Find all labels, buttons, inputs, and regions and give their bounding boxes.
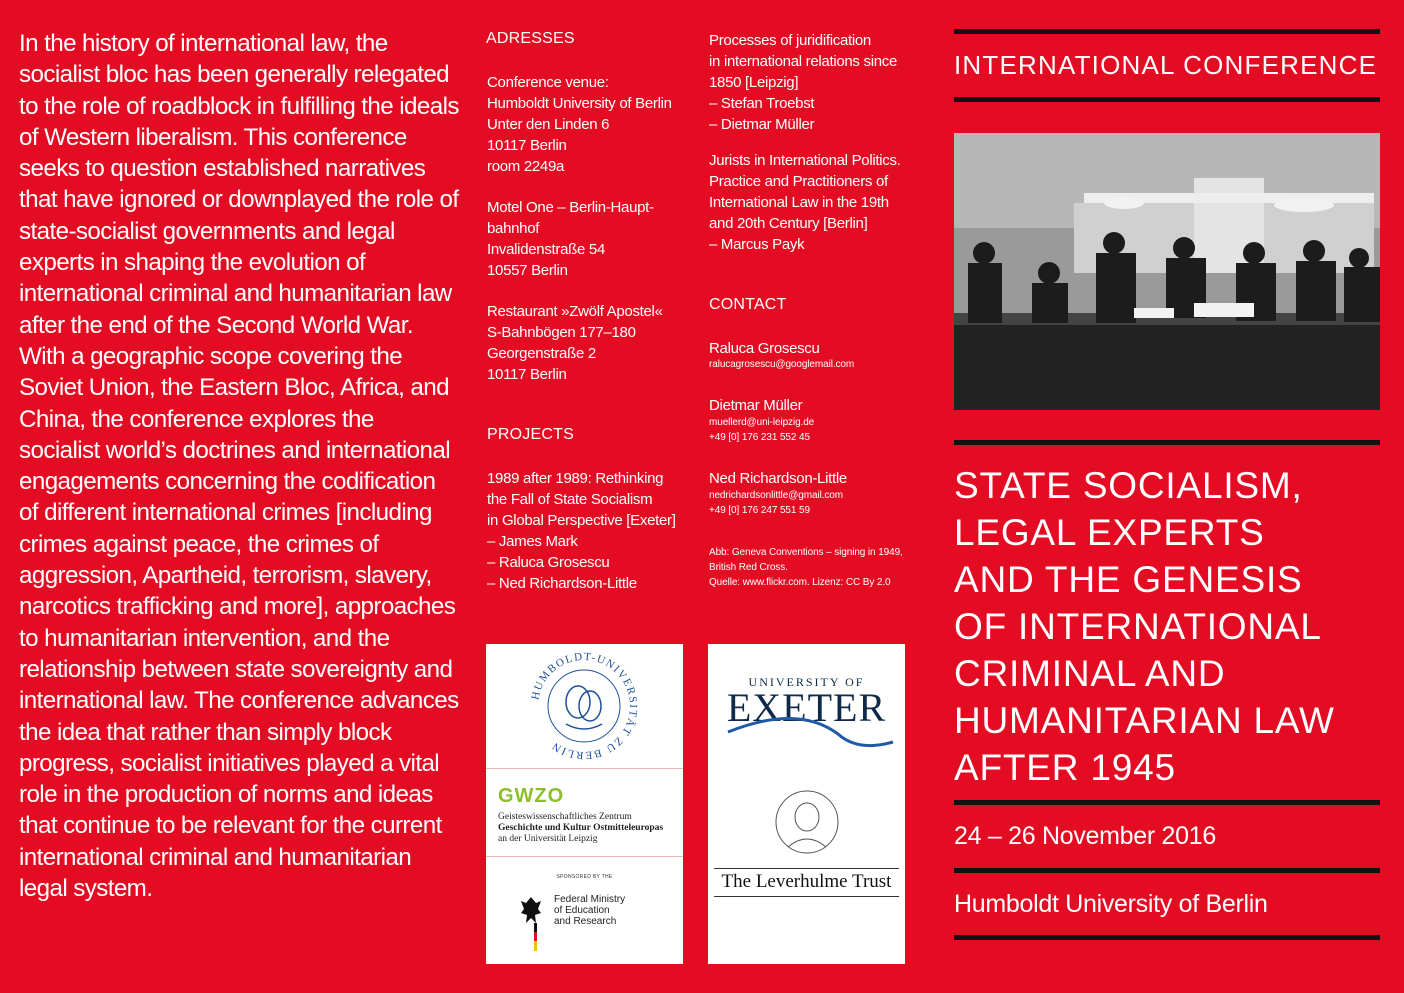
humboldt-university-logo bbox=[486, 644, 683, 768]
leverhulme-logo bbox=[708, 781, 905, 964]
project-leipzig: Processes of juridification in international relations since 1850 [Leipzig] – Stefan Troebst – Dietmar Müller bbox=[709, 32, 898, 133]
addresses-heading: ADRESSES bbox=[486, 30, 575, 47]
restaurant-address: Restaurant »Zwölf Apostel« S-Bahnbögen 177–180 Georgenstraße 2 10117 Berlin bbox=[487, 303, 663, 383]
gwzo-line: Geisteswissenschaftliches Zentrum bbox=[498, 812, 632, 822]
conference-venue: Humboldt University of Berlin bbox=[954, 890, 1268, 918]
gwzo-mark: GWZO bbox=[498, 785, 565, 807]
exeter-swoosh-icon bbox=[708, 644, 905, 764]
contact-name: Dietmar Müller bbox=[709, 397, 803, 414]
bmbf-logo bbox=[486, 857, 683, 964]
project-berlin: Jurists in International Politics. Practice and Practitioners of International Law in the 19th and 20th Century [Berlin] – Marcus Payk bbox=[709, 152, 901, 253]
gwzo-logo bbox=[486, 769, 683, 869]
conference-label: INTERNATIONAL CONFERENCE bbox=[954, 50, 1378, 80]
image-credit: Abb: Geneva Conventions – signing in 1949, British Red Cross. Quelle: www.flickr.com. Lizenz: CC By 2.0 bbox=[709, 547, 903, 588]
geneva-signing-photo bbox=[954, 133, 1380, 410]
svg-text:HUMBOLDT-UNIVERSITÄT ZU BERLIN bbox=[529, 651, 639, 761]
conference-date: 24 – 26 November 2016 bbox=[954, 822, 1216, 850]
divider-bar bbox=[954, 935, 1380, 940]
contact-name: Raluca Grosescu bbox=[709, 340, 820, 357]
federal-eagle-icon bbox=[520, 895, 542, 953]
humboldt-ring-text: HUMBOLDT-UNIVERSITÄT ZU BERLIN bbox=[529, 650, 640, 762]
divider-bar bbox=[954, 440, 1380, 445]
gwzo-line: Geschichte und Kultur Ostmitteleuropas bbox=[498, 823, 664, 833]
divider-bar bbox=[954, 97, 1380, 102]
contact-details: muellerd@uni-leipzig.de +49 [0] 176 231 552 45 bbox=[709, 417, 815, 443]
divider-bar bbox=[954, 29, 1380, 34]
partner-logos-right bbox=[708, 644, 905, 964]
hotel-address: Motel One – Berlin-Haupt- bahnhof Invalidenstraße 54 10557 Berlin bbox=[487, 199, 654, 279]
exeter-top-text: UNIVERSITY OF bbox=[748, 675, 865, 689]
gwzo-line: an der Universität Leipzig bbox=[498, 834, 598, 844]
intro-paragraph: In the history of international law, the socialist bloc has been generally relegated to the role of roadblock in fulfilling the ideals of Western liberalism. This conference seeks to question established narratives that have ignored or downplayed the role of state-socialist governments and legal experts in shaping the evolution of international criminal and humanitarian law after the end of the Second World War. With a geographic scope covering the Soviet Union, the Eastern Bloc, Africa, and China, the conference explores the socialist world’s doctrines and international engagements concerning the codification of different international crimes [including crimes against peace, the crimes of aggression, Apartheid, terrorism, slavery, narcotics trafficking and more], approaches to humanitarian intervention, and the relationship between state sovereignty and international law. The conference advances the idea that rather than simply block progress, socialist initiatives played a vital role in the production of norms and ideas that continue to be relevant for the current international criminal and humanitarian legal system. bbox=[19, 30, 459, 903]
leverhulme-name: The Leverhulme Trust bbox=[721, 871, 892, 892]
sponsored-label: SPONSORED BY THE bbox=[556, 874, 613, 880]
divider-bar bbox=[954, 800, 1380, 805]
project-exeter: 1989 after 1989: Rethinking the Fall of State Socialism in Global Perspective [Exeter] – James Mark – Raluca Grosescu – Ned Richardson-Little bbox=[487, 470, 676, 592]
contact-name: Ned Richardson-Little bbox=[709, 470, 847, 487]
projects-heading: PROJECTS bbox=[487, 426, 574, 443]
contact-email: ralucagrosescu@googlemail.com bbox=[709, 359, 855, 370]
contact-heading: CONTACT bbox=[709, 296, 787, 313]
exeter-wordmark: EXETER bbox=[726, 685, 887, 730]
conference-title: STATE SOCIALISM, LEGAL EXPERTS AND THE GENESIS OF INTERNATIONAL CRIMINAL AND HUMANITARIAN LAW AFTER 1945 bbox=[954, 465, 1335, 788]
exeter-logo bbox=[708, 644, 905, 764]
leverhulme-portrait-icon bbox=[774, 789, 840, 855]
partner-logos-left bbox=[486, 644, 683, 964]
bmbf-name: Federal Ministry of Education and Research bbox=[554, 894, 626, 927]
historical-photo bbox=[954, 133, 1380, 410]
venue-address: Conference venue: Humboldt University of Berlin Unter den Linden 6 10117 Berlin room 2249a bbox=[487, 74, 672, 175]
divider-bar bbox=[954, 868, 1380, 873]
contact-details: nedrichardsonlittle@gmail.com +49 [0] 176 247 551 59 bbox=[709, 490, 843, 516]
